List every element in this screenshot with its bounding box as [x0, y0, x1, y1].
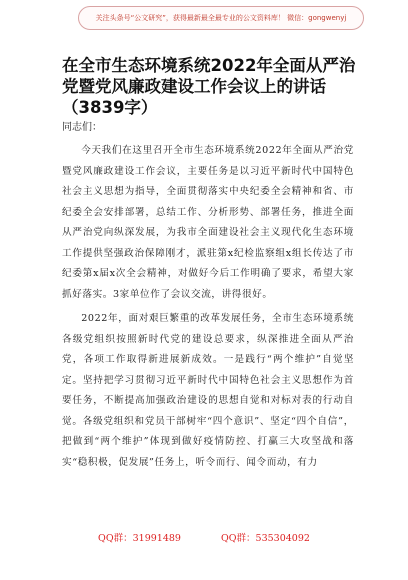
body-paragraph-2: 2022年，面对艰巨繁重的改革发展任务，全市生态环境系统各级党组织按照新时代党的建设总要求，纵深推进全面从严治党，各项工作取得新进展新成效。一是践行“两个维护”自觉坚定。坚持把学习贯彻习近平新时代中国特色社会主义思想作为首要任务，不断提高加强政治建设的思想自觉和对标对表的行动自觉。各级党组织和党员干部树牢“四个意识”、坚定“四个自信”，把做到“两个维护”体现到做好疫情防控、打赢三大攻坚战和落实“稳积极，促发展”任务上，听令而行、闻令而动，有力	[62, 313, 354, 468]
footer-qq-left: QQ群：31991489	[98, 533, 181, 544]
document-body	[62, 141, 354, 477]
footer-qq-right: QQ群：535304092	[220, 533, 310, 544]
promo-header-text: 关注头条号“公文研究”，获得最新最全最专业的公文资料库！ 微信：gongwenyj	[95, 14, 347, 22]
body-paragraph-1: 今天我们在这里召开全市生态环境系统2022年全面从严治党暨党风廉政建设工作会议，主要任务是以习近平新时代中国特色社会主义思想为指导，全面贯彻落实中央纪委全会精神和省、市纪委全会安排部署，总结工作、分析形势、部署任务，推进全面从严治党向纵深发展，为我市全面建设社会主义现代化生态环境工作提供坚强政治保障刚才，派驻第x纪检监察组x组长传达了市纪委第x届x次全会精神，对做好今后工作明确了要求，希望大家抓好落实。3家单位作了会议交流，讲得很好。	[62, 145, 354, 300]
document-title: 在全市生态环境系统2022年全面从严治党暨党风廉政建设工作会议上的讲话（3839字）	[62, 56, 356, 117]
footer-contacts	[0, 530, 408, 544]
promo-header-banner	[78, 6, 364, 30]
greeting: 同志们：	[62, 122, 102, 133]
